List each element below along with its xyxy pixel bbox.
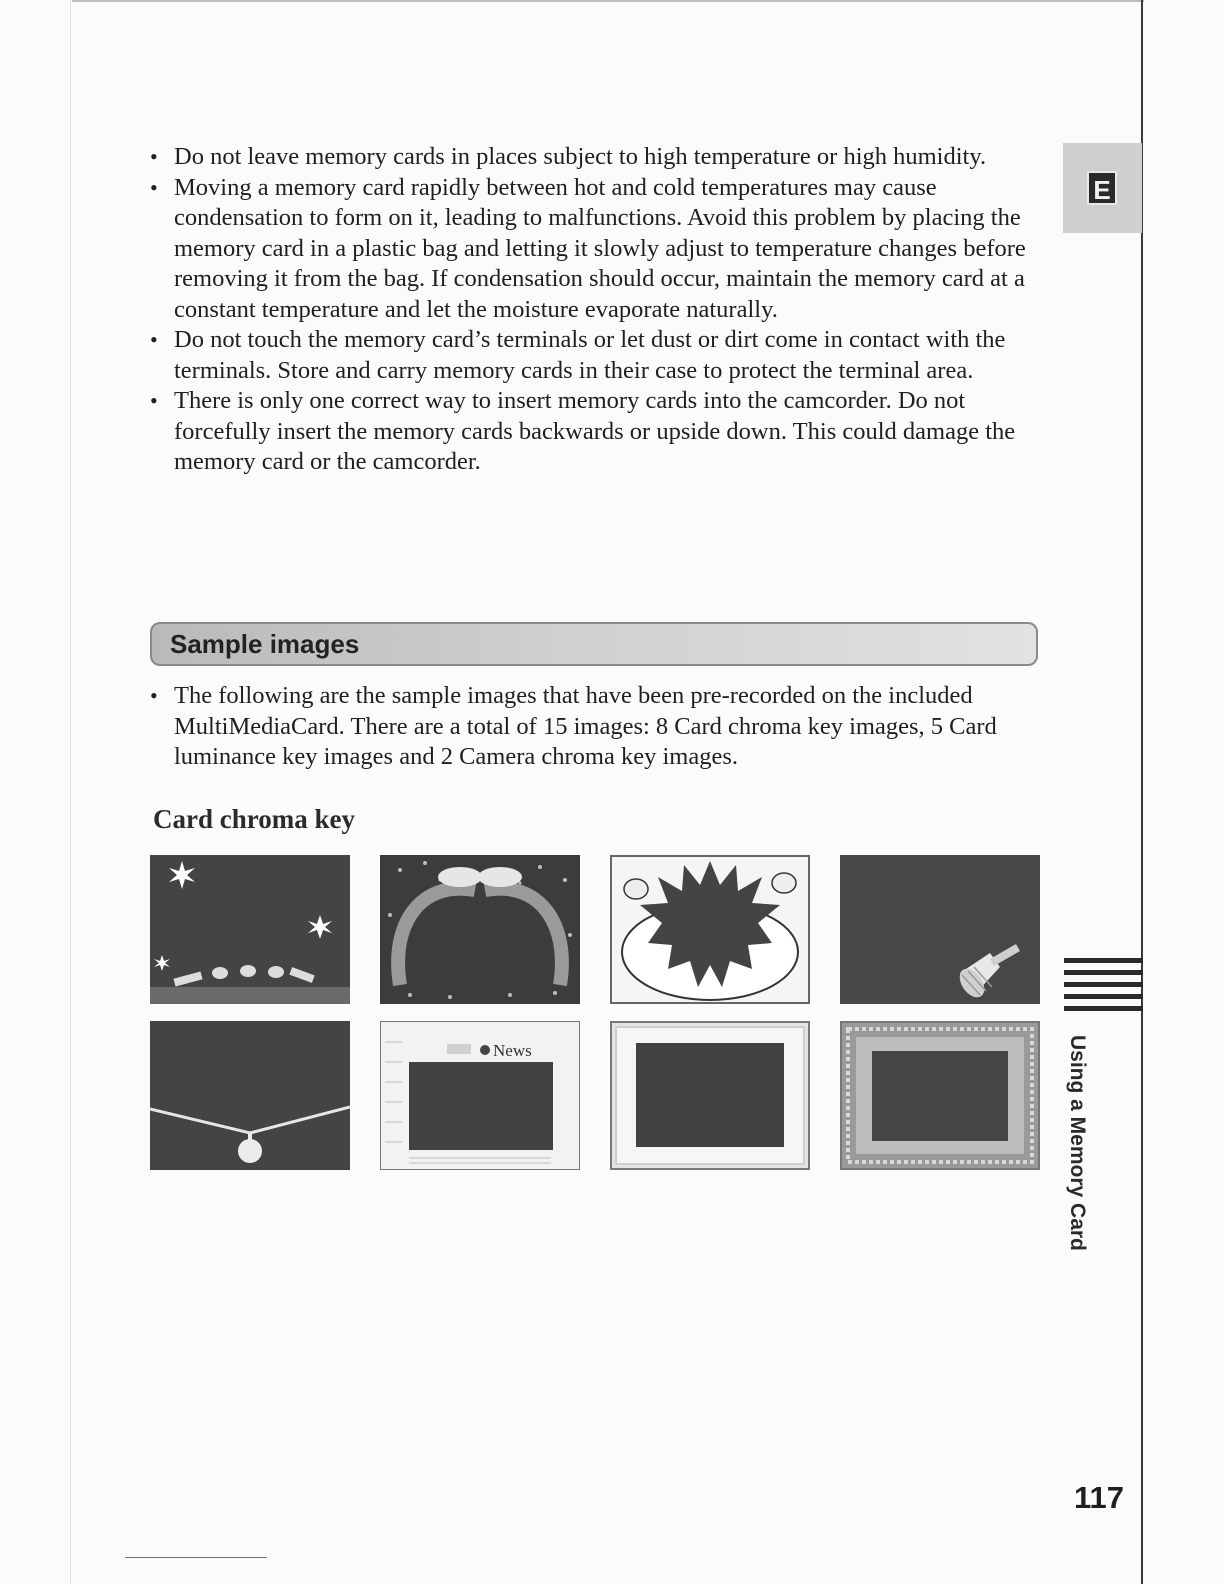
bottom-rule bbox=[125, 1557, 267, 1558]
page-edge-line bbox=[70, 0, 71, 1584]
stage-lights-icon bbox=[150, 855, 350, 1004]
top-rule bbox=[72, 0, 1144, 2]
precaution-item: • Do not leave memory cards in places subject to high temperature or high humidity. bbox=[150, 142, 1030, 173]
precaution-item: • Do not touch the memory card’s terminals or let dust or dirt come in contact with the terminals. Store and carry memory cards in their case to protect the terminal area. bbox=[150, 325, 1030, 386]
pendant-necklace-icon bbox=[150, 1021, 350, 1170]
right-margin-rule bbox=[1141, 0, 1143, 1584]
chapter-marker-bars bbox=[1064, 958, 1143, 1018]
section-title: Sample images bbox=[170, 629, 360, 659]
language-tab-letter: E bbox=[1087, 171, 1117, 205]
explosion-eggshell-icon bbox=[610, 855, 810, 1004]
sample-intro-list bbox=[150, 681, 1030, 773]
precaution-item: • There is only one correct way to insert memory cards into the camcorder. Do not forcefully insert the memory cards backwards or upside down. This could damage the memory card or the camcorder. bbox=[150, 386, 1030, 478]
dolphins-arch-icon bbox=[380, 855, 580, 1004]
precaution-item: • Moving a memory card rapidly between hot and cold temperatures may cause condensation to form on it, leading to malfunctions. Avoid this problem by placing the memory card in a plastic bag and letting it slowly adjust to temperature changes before removing it from the bag. If condensation should occur, maintain the memory card at a constant temperature and let the moisture evaporate naturally. bbox=[150, 173, 1030, 326]
ornate-frame-icon bbox=[840, 1021, 1040, 1170]
language-tab bbox=[1063, 143, 1142, 233]
section-header-bar bbox=[150, 622, 1038, 666]
trumpet-icon bbox=[840, 855, 1040, 1004]
news-caption: News bbox=[493, 1041, 532, 1060]
page-number: 117 bbox=[1073, 1480, 1124, 1515]
chapter-label: Using a Memory Card bbox=[1066, 1035, 1089, 1251]
white-frame-icon bbox=[610, 1021, 810, 1170]
sample-intro-text: • The following are the sample images that have been pre-recorded on the included MultiMediaCard. There are a total of 15 images: 8 Card chroma key images, 5 Card luminance key images and 2 Camera chroma key images. bbox=[150, 681, 1030, 773]
card-chroma-key-heading: Card chroma key bbox=[153, 804, 355, 834]
precautions-list bbox=[150, 142, 1030, 478]
newspaper-icon bbox=[380, 1021, 580, 1170]
